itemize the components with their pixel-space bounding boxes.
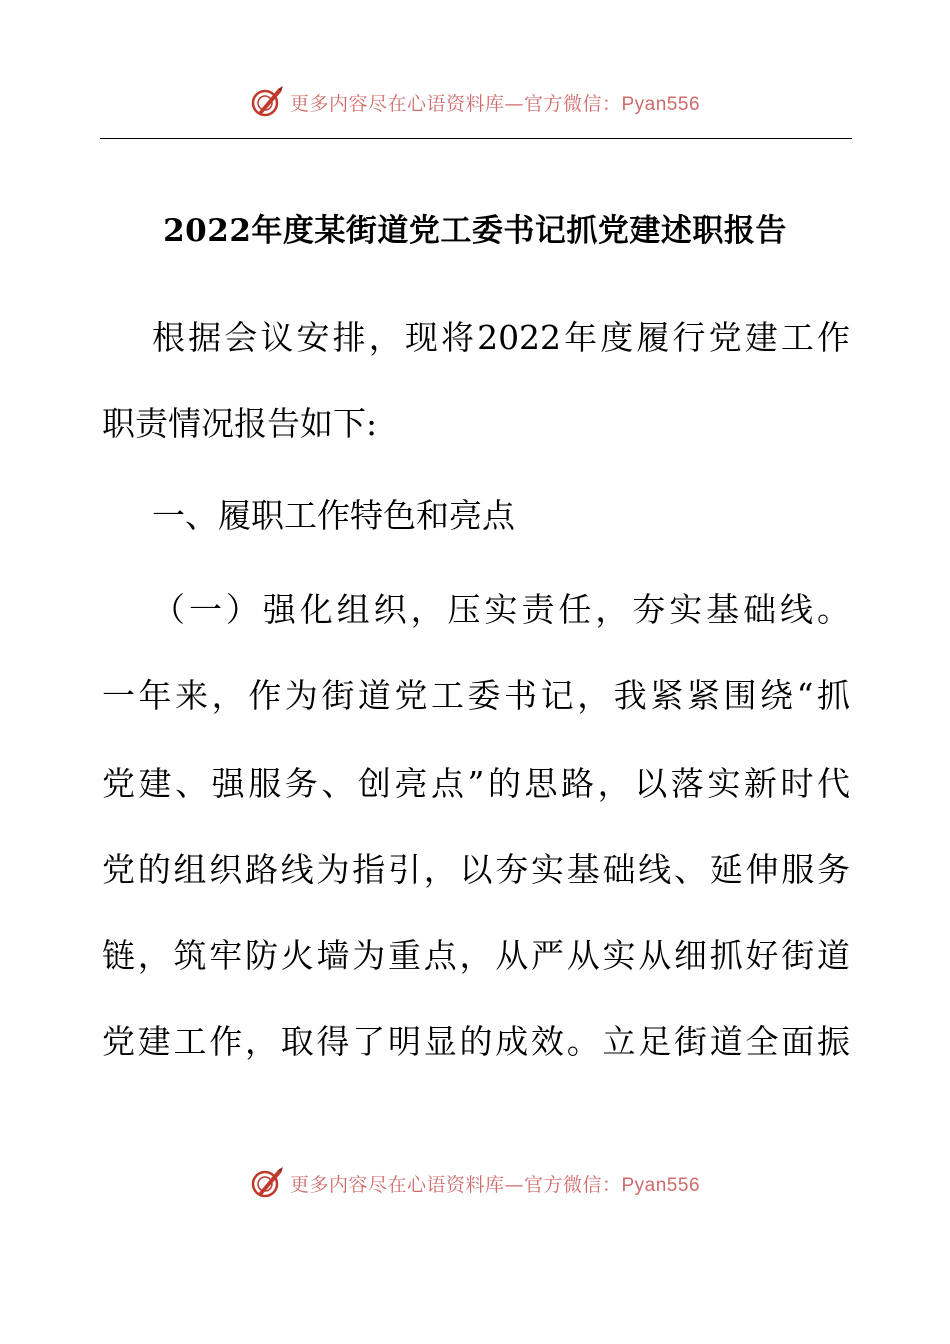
body-line-1: 根据会议安排，现将2022年度履行党建工作 xyxy=(152,318,850,357)
header-banner-inner xyxy=(250,85,700,119)
body-line-8: 链，筑牢防火墙为重点，从严从实从细抓好街道 xyxy=(102,936,850,975)
subsection-heading-1: （一）强化组织，压实责任，夯实基础线。 xyxy=(152,590,850,629)
footer-banner-id: Pyan556 xyxy=(621,1174,701,1196)
pen-logo-icon xyxy=(250,1166,284,1200)
footer-banner xyxy=(0,1163,950,1203)
document-title: 2022年度某街道党工委书记抓党建述职报告 xyxy=(163,213,787,249)
body-line-6: 党建、强服务、创亮点”的思路，以落实新时代 xyxy=(102,764,850,803)
body-line-5: 一年来，作为街道党工委书记，我紧紧围绕“抓 xyxy=(102,676,850,715)
footer-banner-inner xyxy=(250,1166,700,1200)
pen-logo-icon xyxy=(250,85,284,119)
header-divider xyxy=(100,138,852,139)
header-banner-cn: 更多内容尽在心语资料库—官方微信： xyxy=(289,92,622,115)
body-line-2: 职责情况报告如下: xyxy=(102,404,378,443)
header-banner-text xyxy=(290,89,700,116)
body-line-7: 党的组织路线为指引，以夯实基础线、延伸服务 xyxy=(102,850,850,889)
header-banner xyxy=(0,82,950,122)
footer-banner-text xyxy=(290,1170,700,1197)
header-banner-id: Pyan556 xyxy=(621,93,701,115)
body-line-9: 党建工作，取得了明显的成效。立足街道全面振 xyxy=(102,1022,850,1061)
footer-banner-cn: 更多内容尽在心语资料库—官方微信： xyxy=(289,1173,622,1196)
section-heading-1: 一、履职工作特色和亮点 xyxy=(152,496,515,535)
